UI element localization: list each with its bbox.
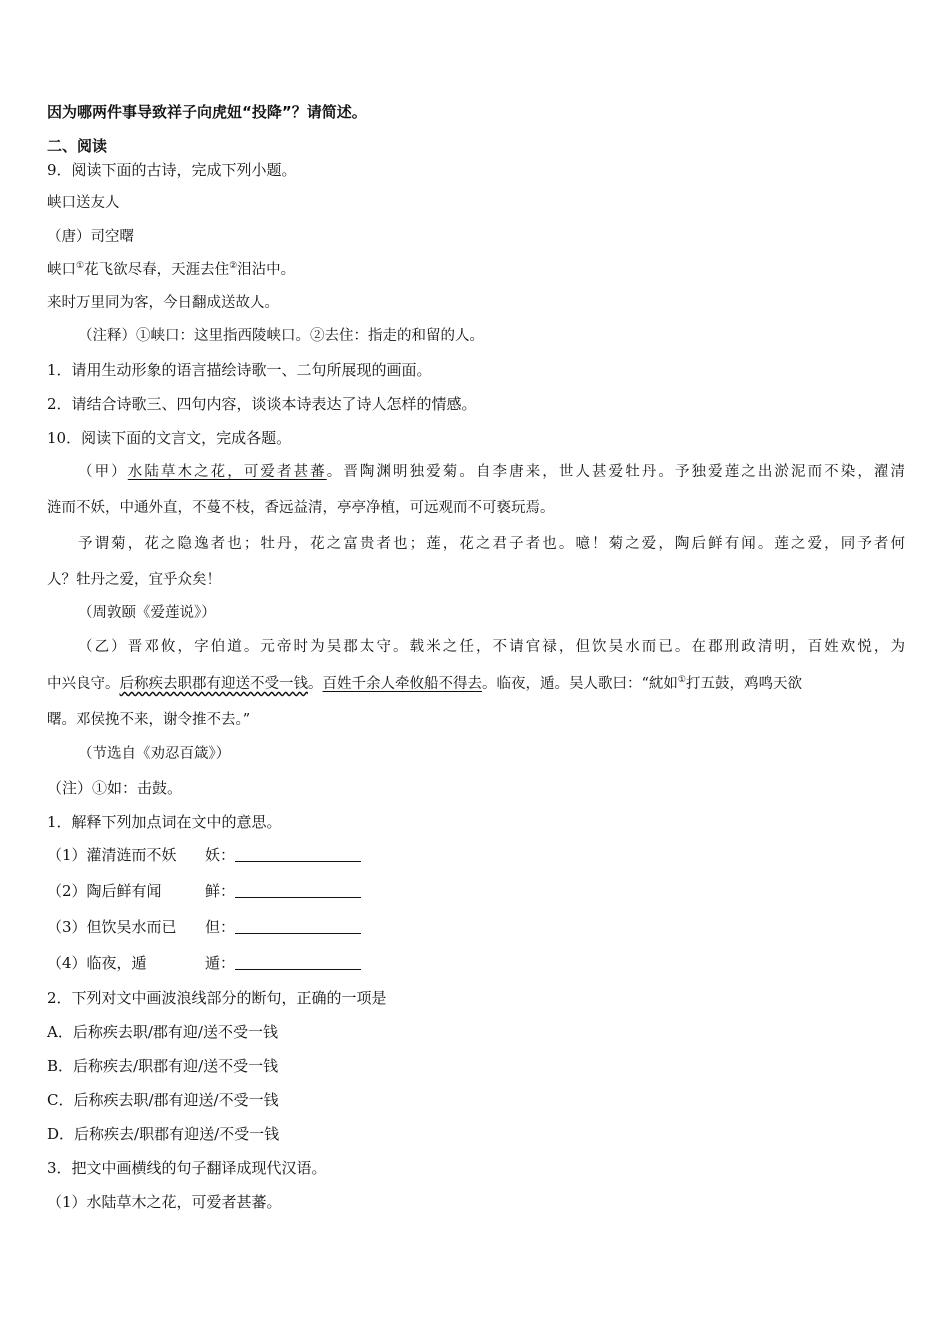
q9-stem: 9．阅读下面的古诗，完成下列小题。 <box>47 161 297 179</box>
translation-item-1: （1）水陆草木之花，可爱者甚蕃。 <box>47 1193 282 1211</box>
poem-author: （唐）司空曙 <box>47 229 134 245</box>
q10-sub2: 2．下列对文中画波浪线部分的断句，正确的一项是 <box>47 989 387 1007</box>
yi-line-1: （乙）晋邓攸，字伯道。元帝时为吴郡太守。载米之任，不请官禄，但饮吴水而已。在郡刑政清明，百姓欢悦，为 <box>78 639 905 655</box>
answer-blank[interactable] <box>235 955 361 970</box>
footnote-mark: ① <box>677 675 686 685</box>
q10-sub3: 3．把文中画横线的句子翻译成现代汉语。 <box>47 1159 327 1177</box>
yi-line-2: 中兴良守。后称疾去职郡有迎送不受一钱。百姓千余人牵攸船不得去。临夜，遁。吴人歌曰：“紞如①打五鼓，鸡鸣天欲 <box>47 675 802 692</box>
footnote-mark: ① <box>76 261 85 271</box>
answer-blank[interactable] <box>235 883 361 898</box>
heading-question: 因为哪两件事导致祥子向虎妞“投降”？请简述。 <box>47 103 367 121</box>
option-b: B．后称疾去/职郡有迎/送不受一钱 <box>47 1057 279 1075</box>
underlined-sentence: 百姓千余人牵攸船不得去 <box>322 676 482 692</box>
word-item: （2）陶后鲜有闻 鲜： <box>47 881 361 901</box>
word-item: （4）临夜，遁 遁： <box>47 953 361 973</box>
option-a: A．后称疾去职/郡有迎/送不受一钱 <box>47 1023 278 1041</box>
jia-p2-line-1: 予谓菊，花之隐逸者也；牡丹，花之富贵者也；莲，花之君子者也。噫！菊之爱，陶后鲜有闻。莲之爱，同予者何 <box>78 536 905 552</box>
yi-line-3: 曙。邓侯挽不来，谢令推不去。” <box>47 712 251 728</box>
poem-title: 峡口送友人 <box>47 195 120 211</box>
option-d: D．后称疾去/职郡有迎送/不受一钱 <box>47 1125 280 1143</box>
wavy-underlined-text: 后称疾去职郡有迎送不受一钱 <box>119 676 308 692</box>
section-title: 二、阅读 <box>47 137 108 155</box>
poem-annotation: （注释）①峡口：这里指西陵峡口。②去住：指走的和留的人。 <box>78 328 484 344</box>
underlined-sentence: 水陆草木之花，可爱者甚蕃 <box>127 464 327 480</box>
q9-sub1: 1．请用生动形象的语言描绘诗歌一、二句所展现的画面。 <box>47 361 432 379</box>
word-item: （1）灌清涟而不妖 妖： <box>47 845 361 865</box>
q10-sub1: 1．解释下列加点词在文中的意思。 <box>47 813 282 831</box>
jia-line-1: （甲）水陆草木之花，可爱者甚蕃。晋陶渊明独爱菊。自李唐来，世人甚爱牡丹。予独爱莲之出淤泥而不染，濯清 <box>78 464 906 480</box>
word-item: （3）但饮吴水而已 但： <box>47 917 361 937</box>
poem-line-2: 来时万里同为客，今日翻成送故人。 <box>47 295 279 311</box>
yi-note: （注）①如：击鼓。 <box>47 779 183 797</box>
answer-blank[interactable] <box>235 847 361 862</box>
answer-blank[interactable] <box>235 919 361 934</box>
q10-stem: 10．阅读下面的文言文，完成各题。 <box>47 429 292 447</box>
footnote-mark: ② <box>229 261 238 271</box>
jia-p2-line-2: 人？牡丹之爱，宜乎众矣！ <box>47 572 221 588</box>
option-c: C．后称疾去职/郡有迎送/不受一钱 <box>47 1091 279 1109</box>
q9-sub2: 2．请结合诗歌三、四句内容，谈谈本诗表达了诗人怎样的情感。 <box>47 395 477 413</box>
poem-line-1: 峡口①花飞欲尽春，天涯去住②泪沾中。 <box>47 261 296 278</box>
jia-source: （周敦颐《爱莲说》） <box>78 605 216 621</box>
yi-source: （节选自《劝忍百箴》） <box>78 746 231 762</box>
jia-line-2: 涟而不妖，中通外直，不蔓不枝，香远益清，亭亭净植，可远观而不可亵玩焉。 <box>47 500 555 516</box>
